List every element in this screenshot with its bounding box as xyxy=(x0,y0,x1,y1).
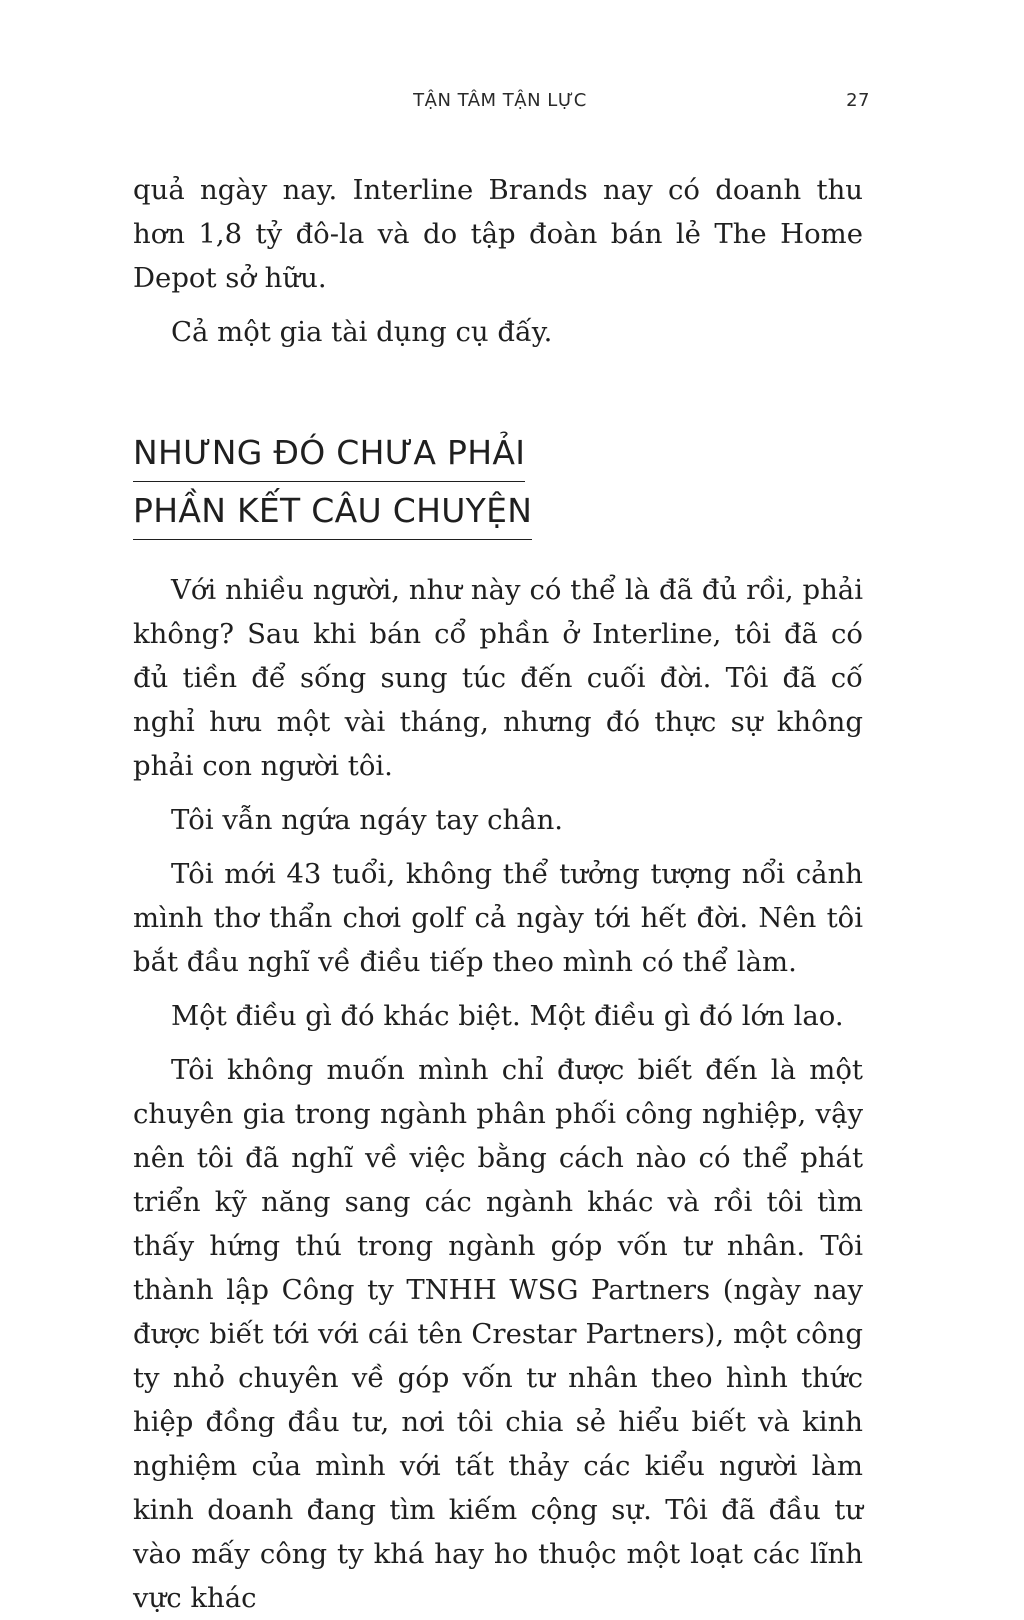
intro-paragraph-2: Cả một gia tài dụng cụ đấy. xyxy=(171,316,553,348)
section-heading xyxy=(133,424,863,540)
section-paragraph-3: Tôi mới 43 tuổi, không thể tưởng tượng nổi cảnh mình thơ thẩn chơi golf cả ngày tới hết đời. Nên tôi bắt đầu nghĩ về điều tiếp theo mình có thể làm. xyxy=(133,858,863,978)
body-text xyxy=(133,168,863,1620)
section-paragraph-1: Với nhiều người, như này có thể là đã đủ rồi, phải không? Sau khi bán cổ phần ở Interline, tôi đã có đủ tiền để sống sung túc đến cuối đời. Tôi đã cố nghỉ hưu một vài tháng, nhưng đó thực sự không phải con người tôi. xyxy=(133,574,863,782)
running-title: TẬN TÂM TẬN LỰC xyxy=(413,90,587,111)
section-paragraph-2: Tôi vẫn ngứa ngáy tay chân. xyxy=(171,804,564,836)
section-paragraph-4: Một điều gì đó khác biệt. Một điều gì đó lớn lao. xyxy=(171,1000,844,1032)
section-paragraph-5: Tôi không muốn mình chỉ được biết đến là một chuyên gia trong ngành phân phối công nghiệp, vậy nên tôi đã nghĩ về việc bằng cách nào có thể phát triển kỹ năng sang các ngành khác và rồi tôi tìm thấy hứng thú trong ngành góp vốn tư nhân. Tôi thành lập Công ty TNHH WSG Partners (ngày nay được biết tới với cái tên Crestar Partners), một công ty nhỏ chuyên về góp vốn tư nhân theo hình thức hiệp đồng đầu tư, nơi tôi chia sẻ hiểu biết và kinh nghiệm của mình với tất thảy các kiểu người làm kinh doanh đang tìm kiếm cộng sự. Tôi đã đầu tư vào mấy công ty khá hay ho thuộc một loạt các lĩnh vực khác xyxy=(133,1054,863,1614)
running-head xyxy=(130,90,870,120)
section-heading-line-2: PHẦN KẾT CÂU CHUYỆN xyxy=(133,485,532,540)
page-number: 27 xyxy=(846,90,870,111)
section-heading-line-1: NHƯNG ĐÓ CHƯA PHẢI xyxy=(133,427,525,482)
intro-paragraph-1: quả ngày nay. Interline Brands nay có doanh thu hơn 1,8 tỷ đô-la và do tập đoàn bán lẻ The Home Depot sở hữu. xyxy=(133,174,863,294)
